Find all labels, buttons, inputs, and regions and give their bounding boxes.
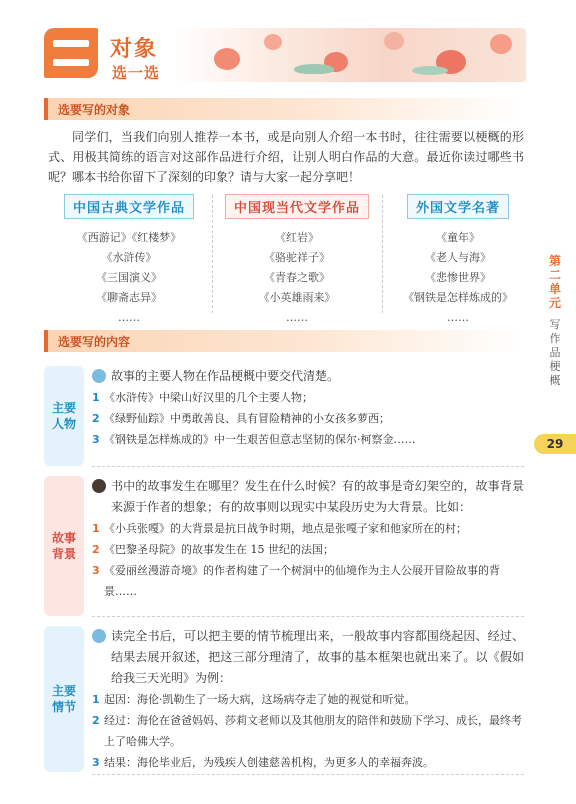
list-item: 2 《绿野仙踪》中勇敢善良、具有冒险精神的小女孩多萝西；	[92, 408, 524, 429]
book-column-classical	[54, 194, 204, 328]
block-tab-label: 主要情节	[51, 684, 76, 714]
list-item: 2 经过：海伦在爸爸妈妈、莎莉文老师以及其他朋友的陪伴和鼓励下学习、成长，最终考上了哈佛大学。	[92, 710, 524, 752]
block-divider	[92, 466, 524, 467]
column-heading: 中国现当代文学作品	[225, 194, 369, 219]
block-lead-text: 读完全书后，可以把主要的情节梳理出来，一般故事内容都围绕起因、经过、结果去展开叙述，把这三部分理清了，故事的基本框架也就出来了。以《假如给我三天光明》为例：	[111, 629, 524, 685]
book-list	[54, 228, 204, 328]
content-block-background	[44, 476, 524, 616]
book-title: 《聊斋志异》	[96, 291, 162, 304]
section-heading-text: 选要写的对象	[58, 103, 131, 117]
lesson-title: 对象	[110, 37, 159, 62]
column-heading: 外国文学名著	[407, 194, 509, 219]
block-tab	[44, 476, 84, 616]
book-title: 《青春之歌》	[264, 271, 330, 284]
book-title: 《红岩》	[275, 231, 319, 244]
block-tab-label: 故事背景	[51, 531, 76, 561]
list-item-text: 《爱丽丝漫游奇境》的作者构建了一个树洞中的仙境作为主人公展开冒险故事的背景……	[104, 564, 500, 598]
unit-name: 写作品梗概	[549, 318, 561, 387]
book-column-modern	[222, 194, 372, 328]
book-title: 《童年》	[436, 231, 480, 244]
list-item-text: 《小兵张嘎》的大背景是抗日战争时期，地点是张嘎子家和他家所在的村；	[104, 522, 467, 535]
content-block-plot	[44, 626, 524, 772]
list-item-text: 《水浒传》中梁山好汉里的几个主要人物；	[104, 391, 313, 404]
book-title: 《水浒传》	[101, 251, 157, 264]
list-item-text: 《钢铁是怎样炼成的》中一生艰苦但意志坚韧的保尔·柯察金……	[104, 433, 416, 446]
section-heading-text: 选要写的内容	[58, 335, 131, 349]
list-item: 1 《水浒传》中梁山好汉里的几个主要人物；	[92, 387, 524, 408]
list-item-text: 起因：海伦·凯勒生了一场大病，这场病夺走了她的视觉和听觉。	[104, 693, 416, 706]
column-divider	[382, 195, 383, 313]
book-title: 《西游记》《红楼梦》	[76, 231, 182, 244]
page-number: 29	[534, 434, 576, 454]
block-lead-text: 书中的故事发生在哪里？发生在什么时候？有的故事是奇幻架空的，故事背景来源于作者的想象；有的故事则以现实中某段历史为大背景。比如：	[111, 479, 524, 514]
block-divider	[92, 616, 524, 617]
lesson-subtitle: 选一选	[112, 64, 161, 82]
column-heading: 中国古典文学作品	[64, 194, 194, 219]
book-title: 《小英雄雨来》	[258, 291, 336, 304]
list-item: 3 《钢铁是怎样炼成的》中一生艰苦但意志坚韧的保尔·柯察金……	[92, 429, 524, 450]
student-avatar-icon	[92, 369, 106, 383]
block-lead	[92, 366, 524, 387]
block-body	[92, 626, 524, 773]
section-heading-content	[44, 330, 524, 352]
block-body	[92, 366, 524, 450]
book-list	[222, 228, 372, 328]
book-ellipsis: ……	[118, 311, 140, 324]
list-item: 3 《爱丽丝漫游奇境》的作者构建了一个树洞中的仙境作为主人公展开冒险故事的背景……	[92, 560, 524, 602]
block-tab	[44, 366, 84, 466]
list-item: 1 起因：海伦·凯勒生了一场大病，这场病夺走了她的视觉和听觉。	[92, 689, 524, 710]
book-ellipsis: ……	[447, 311, 469, 324]
block-body	[92, 476, 524, 602]
block-tab	[44, 626, 84, 772]
book-title: 《悲惨世界》	[425, 271, 491, 284]
list-item: 2 《巴黎圣母院》的故事发生在 15 世纪的法国；	[92, 539, 524, 560]
list-item: 3 结果：海伦毕业后，为残疾人创建慈善机构，为更多人的幸福奔波。	[92, 752, 524, 773]
list-item-text: 《巴黎圣母院》的故事发生在 15 世纪的法国；	[104, 543, 334, 556]
column-divider	[212, 195, 213, 313]
block-lead	[92, 476, 524, 518]
intro-paragraph: 同学们，当我们向别人推荐一本书，或是向别人介绍一本书时，往往需要以梗概的形式、用极其简练的语言对这部作品进行介绍，让别人明白作品的大意。最近你读过哪些书呢？哪本书给你留下了深刻的印象？请与大家一起分享吧！	[48, 130, 524, 184]
content-block-characters	[44, 366, 524, 466]
section-number-badge	[44, 28, 98, 78]
list-item-text: 《绿野仙踪》中勇敢善良、具有冒险精神的小女孩多萝西；	[104, 412, 390, 425]
block-lead	[92, 626, 524, 689]
lesson-header	[44, 28, 526, 86]
list-item-text: 结果：海伦毕业后，为残疾人创建慈善机构，为更多人的幸福奔波。	[104, 756, 434, 769]
book-ellipsis: ……	[286, 311, 308, 324]
book-column-foreign	[388, 194, 528, 328]
list-item-text: 经过：海伦在爸爸妈妈、莎莉文老师以及其他朋友的陪伴和鼓励下学习、成长，最终考上了哈佛大学。	[104, 714, 522, 748]
block-tab-label: 主要人物	[51, 401, 76, 431]
unit-label: 第二单元	[548, 254, 561, 310]
book-title: 《钢铁是怎样炼成的》	[403, 291, 513, 304]
book-title: 《三国演义》	[96, 271, 162, 284]
student-avatar-icon	[92, 479, 106, 493]
flower-banner-image	[174, 28, 526, 82]
book-title: 《老人与海》	[425, 251, 491, 264]
block-divider	[92, 774, 524, 775]
book-title: 《骆驼祥子》	[264, 251, 330, 264]
block-lead-text: 故事的主要人物在作品梗概中要交代清楚。	[111, 369, 340, 383]
list-item: 1 《小兵张嘎》的大背景是抗日战争时期，地点是张嘎子家和他家所在的村；	[92, 518, 524, 539]
book-list	[388, 228, 528, 328]
section-heading-target	[44, 98, 524, 120]
student-avatar-icon	[92, 629, 106, 643]
